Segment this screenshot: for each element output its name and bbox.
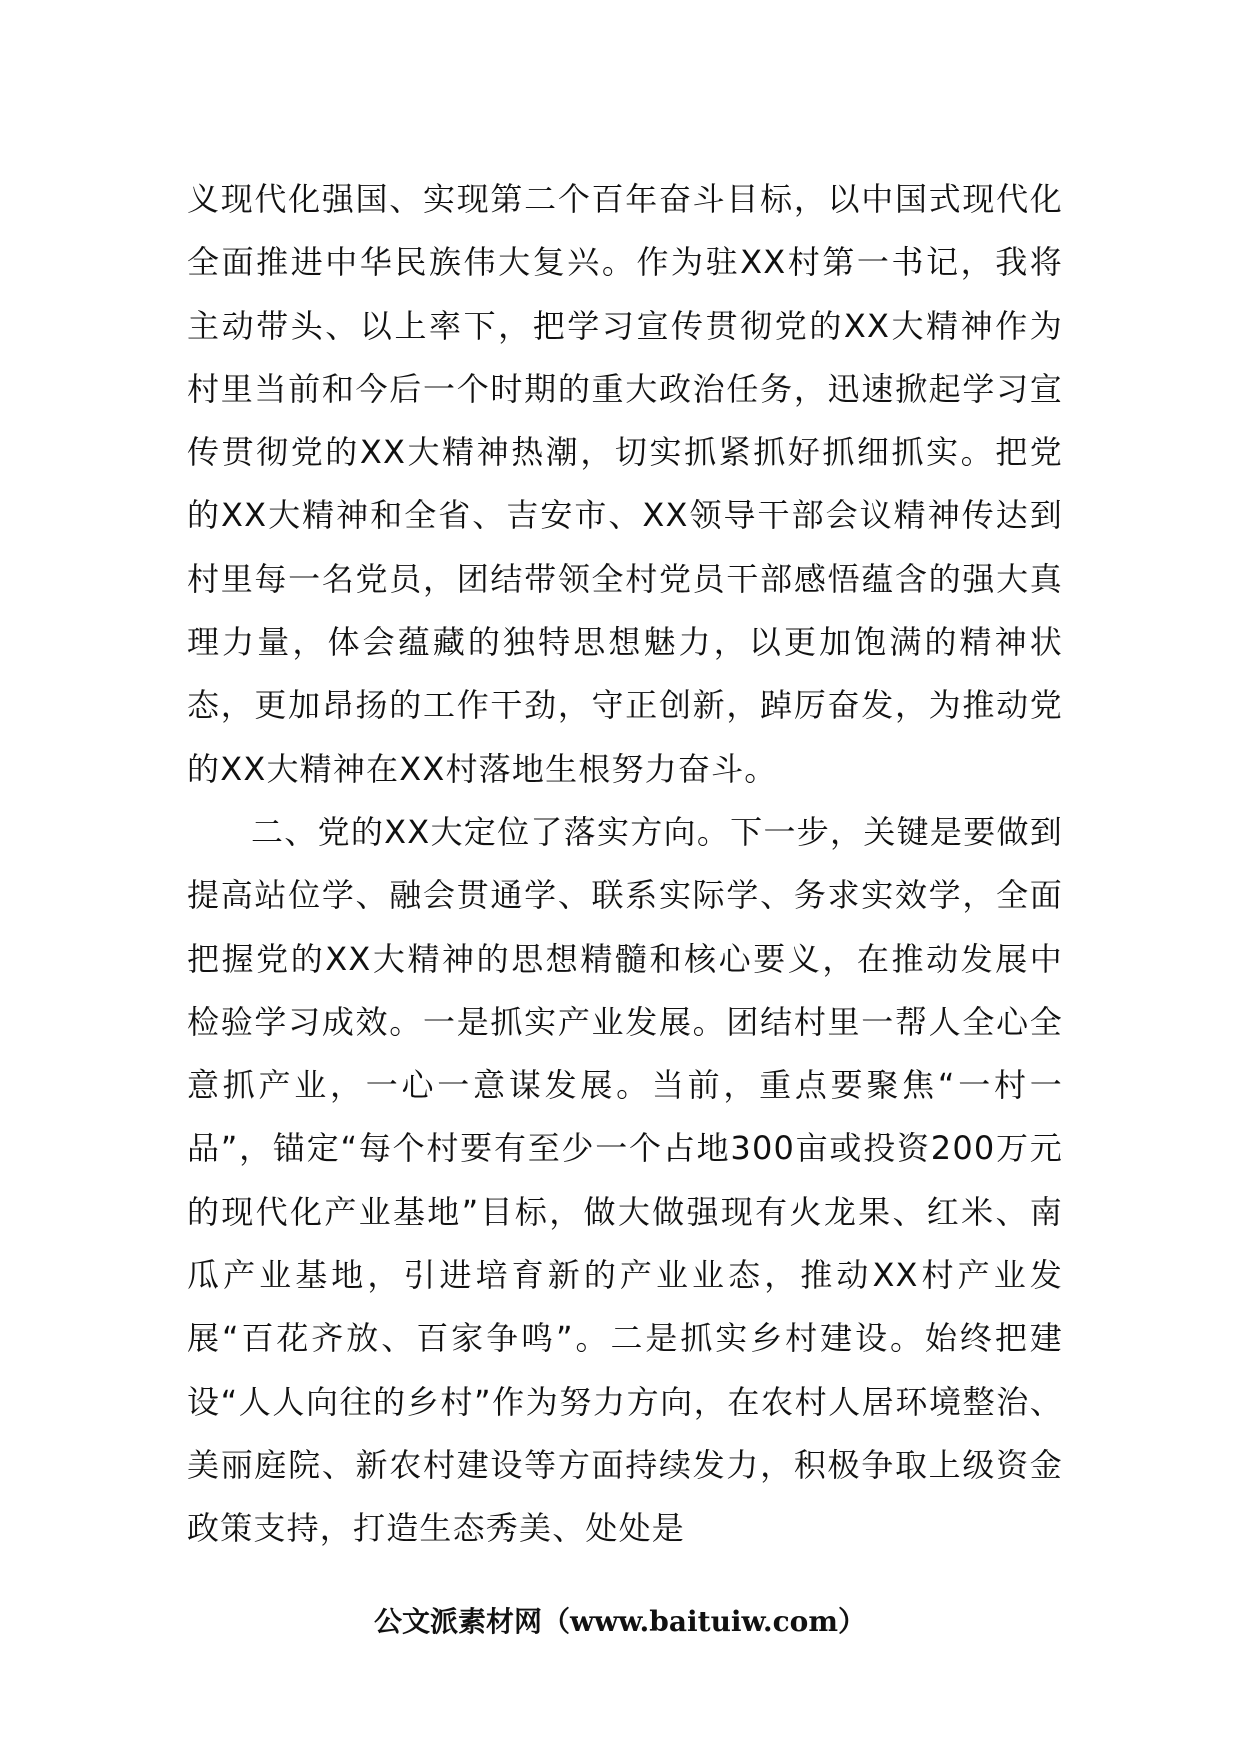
paragraph-section-two: 二、党的XX大定位了落实方向。下一步，关键是要做到提高站位学、融会贯通学、联系实际学、务求实效学，全面把握党的XX大精神的思想精髓和核心要义，在推动发展中检验学习成效。一是抓实产业发展。团结村里一帮人全心全意抓产业，一心一意谋发展。当前，重点要聚焦“一村一品”，锚定“每个村要有至少一个占地300亩或投资200万元的现代化产业基地”目标，做大做强现有火龙果、红米、南瓜产业基地，引进培育新的产业业态，推动XX村产业发展“百花齐放、百家争鸣”。二是抓实乡村建设。始终把建设“人人向往的乡村”作为努力方向，在农村人居环境整治、美丽庭院、新农村建设等方面持续发力，积极争取上级资金政策支持，打造生态秀美、处处是 xyxy=(187,812,1063,1548)
footer-watermark: 公文派素材网（www.baituiw.com） xyxy=(374,1605,866,1638)
paragraph-continuation: 义现代化强国、实现第二个百年奋斗目标，以中国式现代化全面推进中华民族伟大复兴。作为驻XX村第一书记，我将主动带头、以上率下，把学习宣传贯彻党的XX大精神作为村里当前和今后一个时期的重大政治任务，迅速掀起学习宣传贯彻党的XX大精神热潮，切实抓紧抓好抓细抓实。把党的XX大精神和全省、吉安市、XX领导干部会议精神传达到村里每一名党员，团结带领全村党员干部感悟蕴含的强大真理力量，体会蕴藏的独特思想魅力，以更加饱满的精神状态，更加昂扬的工作干劲，守正创新，踔厉奋发，为推动党的XX大精神在XX村落地生根努力奋斗。 xyxy=(187,180,1063,788)
document-body xyxy=(187,168,1063,1561)
